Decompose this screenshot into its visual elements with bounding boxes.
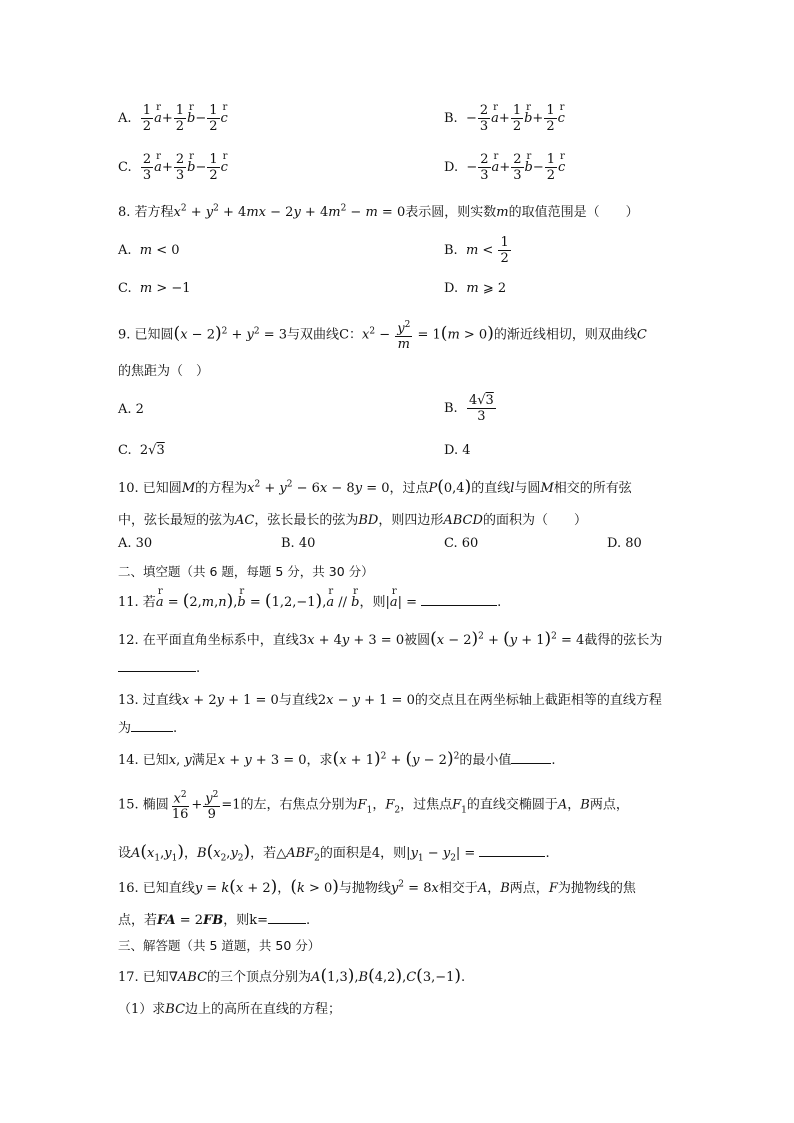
q10-option-a: A. 30 <box>118 536 153 551</box>
q7-option-a: A. $\frac{1}{2}$ r a+ $\frac{1}{2}$ r b− $\frac{1}{2}$ r c <box>118 103 228 134</box>
q7-option-b: B. − $\frac{2}{3}$ r a+ $\frac{1}{2}$ r b+ $\frac{1}{2}$ r c <box>444 103 565 134</box>
q14-stem: 14. 已知x, y满足x + y + 3 = 0，求$(x + 1)^2 + (y - 2)^2$的最小值 . <box>118 749 556 769</box>
q10-option-c: C. 60 <box>444 536 479 551</box>
q9-stem-line2: 的焦距为（ ） <box>118 364 210 379</box>
q8-option-c: C. m > −1 <box>118 281 191 296</box>
section-fill-in-heading: 二、填空题（共 6 题，每题 5 分，共 30 分） <box>118 564 374 579</box>
q7-option-d: D. − $\frac{2}{3}$ r a+ $\frac{2}{3}$ r b− $\frac{1}{2}$ r c <box>444 152 565 183</box>
q9-option-c: C. 2√3 <box>118 443 165 458</box>
q8-option-b: B. m < $\frac{1}{2}$ <box>444 235 509 266</box>
q13-stem: 13. 过直线x + 2y + 1 = 0与直线2x − y + 1 = 0的交点且在两坐标轴上截距相等的直线方程 <box>118 693 662 708</box>
q13-stem-line2: 为 . <box>118 721 178 736</box>
q16-stem-line2: 点，若FA = 2FB，则k= . <box>118 913 311 928</box>
q15-stem-line2: 设$A(x_1,y_1)$，$B(x_2,y_2)$，若$\triangle ABF_2$的面积是4，则$|y_1 - y_2|$ = . <box>118 842 550 864</box>
q12-stem: 12. 在平面直角坐标系中，直线3x + 4y + 3 = 0被圆$(x - 2)^2 + (y + 1)^2 = 4$截得的弦长为 <box>118 629 663 649</box>
q8-option-a: A. m < 0 <box>118 243 180 258</box>
q10-stem-line2: 中，弦长最短的弦为AC，弦长最长的弦为BD，则四边形ABCD的面积为（ ） <box>118 513 587 528</box>
q9-option-a: A. 2 <box>118 402 144 417</box>
q15-stem: 15. 椭圆 $\frac{x^2}{16}$ + $\frac{y^2}{9}$ =1的左，右焦点分别为$F_1$，$F_2$，过焦点$F_1$的直线交椭圆于A，B两点， <box>118 790 629 823</box>
q9-option-d: D. 4 <box>444 443 471 458</box>
q8-option-d: D. m ⩾ 2 <box>444 281 507 296</box>
q8-stem: 8. 若方程$x^2 + y^2 + 4mx - 2y + 4m^2 - m = 0$表示圆，则实数m的取值范围是（ ） <box>118 203 639 220</box>
section-solution-heading: 三、解答题（共 5 道题，共 50 分） <box>118 938 321 953</box>
q11-stem: 11. 若r a = (2,m,n),r b = (1,2,−1),r a // r b，则|r a| = . <box>118 591 501 611</box>
q17-sub1: （1）求BC边上的高所在直线的方程； <box>118 1002 342 1017</box>
q10-option-d: D. 80 <box>607 536 642 551</box>
q17-stem: 17. 已知∇ABC的三个顶点分别为A(1,3),B(4,2),C(3,−1). <box>118 966 466 986</box>
q10-option-b: B. 40 <box>281 536 316 551</box>
q10-stem: 10. 已知圆M的方程为$x^2 + y^2 - 6x - 8y = 0$，过点P(0,4)的直线l与圆M相交的所有弦 <box>118 477 632 497</box>
q12-stem-line2: . <box>118 661 200 676</box>
q16-stem: 16. 已知直线y = k(x + 2)，(k > 0)与抛物线$y^2 = 8x$相交于A，B两点，F为抛物线的焦 <box>118 877 636 897</box>
q7-option-c: C. $\frac{2}{3}$ r a+ $\frac{2}{3}$ r b− $\frac{1}{2}$ r c <box>118 152 228 183</box>
q9-option-b: B. $\frac{4√3}{3}$ <box>444 393 494 424</box>
q9-stem: 9. 已知圆$(x - 2)^2 + y^2 = 3$与双曲线C：$x^2$ − $\frac{y^2}{m}$ = 1(m > 0)的渐近线相切，则双曲线C <box>118 320 647 353</box>
